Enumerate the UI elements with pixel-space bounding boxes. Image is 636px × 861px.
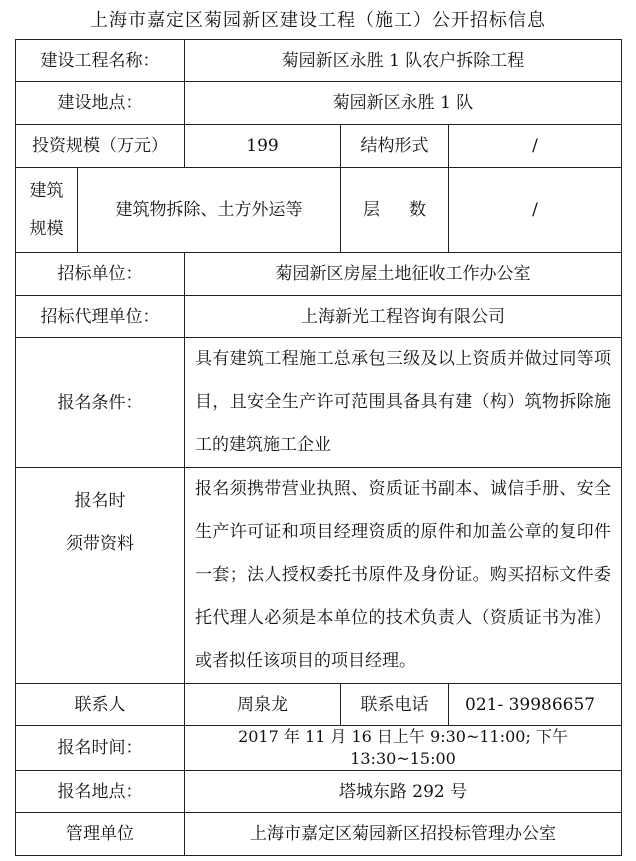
floors-label bbox=[341, 168, 449, 253]
row-materials bbox=[16, 468, 622, 684]
tender-info-table bbox=[15, 39, 622, 856]
row-tenderer bbox=[16, 253, 622, 296]
location-label: 建设地点： bbox=[16, 82, 185, 125]
row-investment bbox=[16, 125, 622, 168]
row-building-scale bbox=[16, 168, 622, 253]
floors-label-a: 层 bbox=[363, 200, 380, 220]
floors-value: / bbox=[449, 168, 622, 253]
authority-label: 管理单位 bbox=[16, 813, 185, 856]
authority-value: 上海市嘉定区菊园新区招投标管理办公室 bbox=[185, 813, 622, 856]
investment-value: 199 bbox=[185, 125, 341, 168]
contact-label: 联系人 bbox=[16, 684, 185, 726]
row-authority bbox=[16, 813, 622, 856]
conditions-label: 报名条件： bbox=[16, 338, 185, 468]
materials-label-line2: 须带资料 bbox=[66, 534, 134, 554]
conditions-value: 具有建筑工程施工总承包三级及以上资质并做过同等项目，且安全生产许可范围具备具有建（构）筑物拆除施工的建筑施工企业 bbox=[185, 338, 622, 468]
row-agent bbox=[16, 296, 622, 338]
materials-value: 报名须携带营业执照、资质证书副本、诚信手册、安全生产许可证和项目经理资质的原件和加盖公章的复印件一套；法人授权委托书原件及身份证。购买招标文件委托代理人必须是本单位的技术负责人（资质证书为准）或者拟任该项目的项目经理。 bbox=[185, 468, 622, 684]
row-conditions bbox=[16, 338, 622, 468]
place-label: 报名地点： bbox=[16, 771, 185, 813]
structure-label-text: 结构形式 bbox=[360, 136, 429, 156]
building-label-line1: 建筑 bbox=[29, 181, 64, 201]
agent-value: 上海新光工程咨询有限公司 bbox=[185, 296, 622, 338]
phone-label: 联系电话 bbox=[341, 684, 449, 726]
place-value: 塔城东路 292 号 bbox=[185, 771, 622, 813]
building-label-line2: 规模 bbox=[29, 219, 64, 239]
building-label bbox=[16, 168, 78, 253]
row-time bbox=[16, 726, 622, 771]
floors-label-b: 数 bbox=[409, 200, 426, 220]
contact-value: 周泉龙 bbox=[185, 684, 341, 726]
agent-label: 招标代理单位： bbox=[16, 296, 185, 338]
project-name-label: 建设工程名称： bbox=[16, 40, 185, 82]
page-title: 上海市嘉定区菊园新区建设工程（施工）公开招标信息 bbox=[90, 10, 546, 31]
time-value: 2017 年 11 月 16 日上午 9:30~11:00; 下午 13:30~15:00 bbox=[185, 726, 622, 771]
time-label: 报名时间： bbox=[16, 726, 185, 771]
phone-value: 021- 39986657 bbox=[449, 684, 622, 726]
row-contact bbox=[16, 684, 622, 726]
structure-value: / bbox=[449, 125, 622, 168]
project-name-value: 菊园新区永胜 1 队农户拆除工程 bbox=[185, 40, 622, 82]
tenderer-value: 菊园新区房屋土地征收工作办公室 bbox=[185, 253, 622, 296]
location-value: 菊园新区永胜 1 队 bbox=[185, 82, 622, 125]
building-value: 建筑物拆除、土方外运等 bbox=[78, 168, 341, 253]
materials-label bbox=[16, 468, 185, 684]
tenderer-label: 招标单位： bbox=[16, 253, 185, 296]
row-place bbox=[16, 771, 622, 813]
row-project-name bbox=[16, 40, 622, 82]
materials-label-line1: 报名时 bbox=[74, 491, 126, 511]
structure-label bbox=[341, 125, 449, 168]
investment-label: 投资规模（万元） bbox=[16, 125, 185, 168]
row-location bbox=[16, 82, 622, 125]
